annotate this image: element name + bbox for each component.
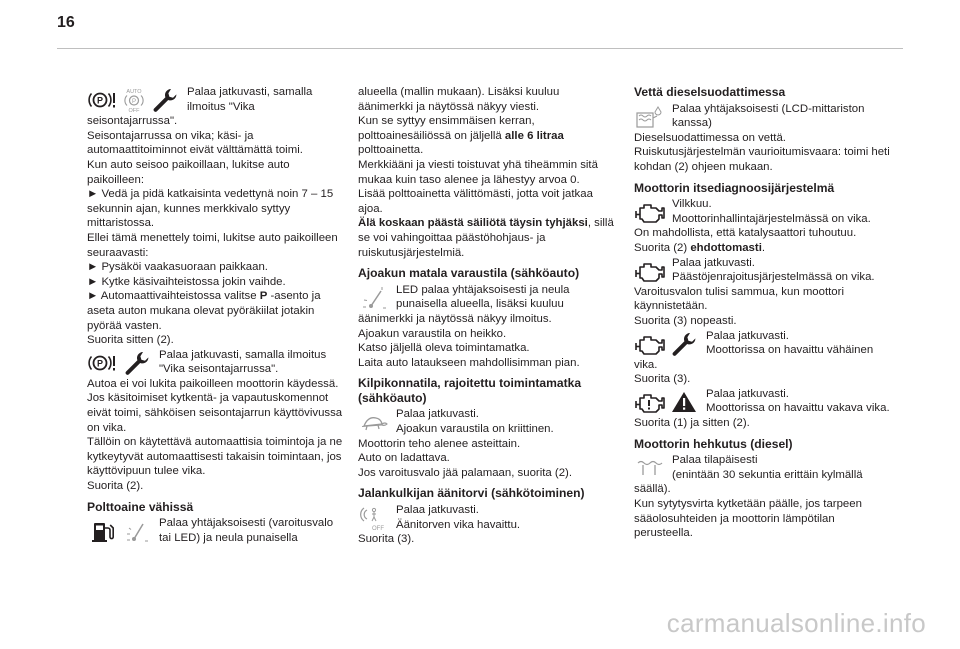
brake-fault-entry-2: P Palaa jatkuvasti, samalla ilmoitus "Vika seisontajarrussa". xyxy=(87,348,345,377)
wrench-icon xyxy=(668,331,700,357)
diesel-filter-water-icon xyxy=(634,104,666,130)
fuel-pump-icon xyxy=(87,518,119,544)
header-divider xyxy=(57,48,903,49)
pedestrian-horn-off-icon xyxy=(358,505,390,531)
warning-triangle-icon xyxy=(668,389,700,415)
engine-minor-fault-entry: Palaa jatkuvasti. Moottorissa on havaittu vähäinen vika. xyxy=(634,329,874,371)
svg-text:P: P xyxy=(96,95,104,106)
section-heading-low-fuel: Polttoaine vähissä xyxy=(87,499,194,514)
brake-fault-entry-1: P AUTO P OFF Palaa jatkuvasti, samalla ilmoitus "Vika seisontajarrussa". xyxy=(87,86,313,128)
engine-check-icon xyxy=(634,331,666,357)
wrench-icon xyxy=(121,350,153,376)
battery-gauge-needle-icon xyxy=(358,285,390,311)
section-heading-turtle-mode: Kilpikonnatila, rajoitettu toimintamatka (sähköauto) xyxy=(358,376,582,405)
section-heading-pedestrian-horn: Jalankulkijan äänitorvi (sähkötoiminen) xyxy=(358,486,585,501)
section-heading-low-battery: Ajoakun matala varaustila (sähköauto) xyxy=(358,266,580,281)
engine-check-icon xyxy=(634,199,666,225)
glow-plug-icon xyxy=(634,455,666,481)
engine-warning-icon xyxy=(634,389,666,415)
engine-check-icon xyxy=(634,258,666,284)
engine-diagnosis-steady-entry: Palaa jatkuvasti. Päästöjenrajoitusjärjestelmässä on vika. xyxy=(634,256,892,285)
fuel-gauge-needle-icon xyxy=(121,518,153,544)
low-battery-entry: LED palaa yhtäjaksoisesti ja neula punaisella alueella, lisäksi kuuluu äänimerkki ja näytössä näkyy ilmoitus. xyxy=(358,283,570,325)
svg-text:OFF: OFF xyxy=(372,526,384,532)
glow-plugs-entry: Palaa tilapäisesti (enintään 30 sekuntia erittäin kylmällä säällä). xyxy=(634,454,863,496)
water-in-diesel-entry: Palaa yhtäjaksoisesti (LCD-mittariston kanssa) xyxy=(634,102,892,131)
wrench-icon xyxy=(149,87,181,113)
turtle-mode-entry: Palaa jatkuvasti. Ajoakun varaustila on kriittinen. xyxy=(358,407,616,436)
engine-diagnosis-flashing-entry: Vilkkuu. Moottorinhallintajärjestelmässä on vika. xyxy=(634,197,892,226)
parking-brake-warning-icon xyxy=(87,350,119,376)
column-3: Vettä dieselsuodattimessa Palaa yhtäjaksoisesti (LCD-mittariston kanssa) Dieselsuodattimessa on vettä. Ruiskutusjärjestelmän vaurioitumisvaara: toimi heti kohdan (2) ohjeen mukaan. Moottorin itsediagnoosijärjestelmä Vilkkuu. Moottorinhallintajärjestelmässä on vika. On mahdollista, että katalysaattori tuhoutuu. Suorita (2) ehdottomasti. Palaa jatkuvasti. Päästöjenrajoitusjärjestelmässä on vika. Varoitusvalon tulisi sammua, kun moottori käynnistetään. Suorita (3) nopeasti. Palaa jatkuvasti. Moottorissa on havaittu vähäinen vika. Suorita (3). Palaa jatkuvasti. Moottorissa on havaittu vakava vika. Suorita (1) ja sitten (2). Moottorin hehkutus (diesel) Palaa tilapäisesti (enintään 30 sekuntia erittäin kylmällä säällä). Kun sytytysvirta kytketään päälle, jos tarpeen sääolosuhteiden ja moottorin lämpötilan perusteella. xyxy=(634,85,892,541)
parking-brake-warning-icon xyxy=(87,87,119,113)
auto-brake-off-icon xyxy=(121,87,147,113)
section-heading-engine-diagnosis: Moottorin itsediagnoosijärjestelmä xyxy=(634,180,835,195)
watermark: carmanualsonline.info xyxy=(666,608,926,638)
low-fuel-entry: Palaa yhtäjaksoisesti (varoitusvalo tai LED) ja neula punaisella xyxy=(87,516,345,545)
svg-text:P: P xyxy=(131,99,137,105)
pedestrian-horn-entry: OFF Palaa jatkuvasti. Äänitorven vika havaittu. xyxy=(358,503,616,532)
svg-text:P: P xyxy=(96,358,104,369)
section-heading-glow-plugs: Moottorin hehkutus (diesel) xyxy=(634,436,793,451)
turtle-icon xyxy=(358,409,390,435)
svg-text:OFF: OFF xyxy=(128,108,140,113)
engine-major-fault-entry: Palaa jatkuvasti. Moottorissa on havaittu vakava vika. xyxy=(634,387,892,416)
column-2: alueella (mallin mukaan). Lisäksi kuuluu äänimerkki ja näytössä näkyy viesti. Kun se syttyy ensimmäisen kerran, polttoainesäiliössä on jäljellä alle 6 litraa polttoainetta. Merkkiääni ja viesti toistuvat yhä tiheämmin sitä mukaa kuin taso alenee ja lähestyy arvoa 0. Lisää polttoainetta välittömästi, jotta voit jatkaa ajoa. Älä koskaan päästä säiliötä täysin tyhjäksi, sillä se voi vahingoittaa päästöhohjaus- ja ruiskutusjärjestelmiä. Ajoakun matala varaustila (sähköauto) LED palaa yhtäjaksoisesti ja neula punaisella alueella, lisäksi kuuluu äänimerkki ja näytössä näkyy ilmoitus. Ajoakun varaustila on heikko. Katso jäljellä oleva toimintamatka. Laita auto lataukseen mahdollisimman pian. Kilpikonnatila, rajoitettu toimintamatka (sähköauto) Palaa jatkuvasti. Ajoakun varaustila on kriittinen. Moottorin teho alenee asteittain. Auto on ladattava. Jos varoitusvalo jää palamaan, suorita (2). Jalankulkijan äänitorvi (sähkötoiminen) OFF Palaa jatkuvasti. Äänitorven vika havaittu. Suorita (3). xyxy=(358,85,616,547)
svg-text:AUTO: AUTO xyxy=(126,89,142,95)
column-1: P AUTO P OFF Palaa jatkuvasti, samalla ilmoitus "Vika seisontajarrussa". Seisontajarrussa on vika; käsi- ja automaattitoiminnot eivät välttämättä toimi. Kun auto seisoo paikoillaan, lukitse auto paikoilleen: ► Vedä ja pidä katkaisinta vedettynä noin 7 – 15 sekunnin ajan, kunnes merkkivalo syttyy mittaristossa. Ellei tämä menettely toimi, lukitse auto paikoilleen seuraavasti: ► Pysäköi vaakasuoraan paikkaan. ► Kytke käsivaihteistossa jokin vaihde. ► Automaattivaihteistossa valitse P -asento ja aseta auton mukana olevat pyöräkiilat jotakin pyörää vasten. Suorita sitten (2). P Palaa jatkuvasti, samalla ilmoitus "Vika seisontajarrussa". Autoa ei voi lukita paikoilleen moottorin käydessä. Jos käsitoimiset kytkentä- ja vapautuskomennot eivät toimi, sähköisen seisontajarrun käyttövivussa on vika. Tällöin on käytettävä automaattisia toimintoja ja ne kytkeytyvät automaattisesti takaisin toimintaan, jos käyttövipuun tulee vika. Suorita (2). Polttoaine vähissä Palaa yhtäjaksoisesti (varoitusvalo tai LED) ja neula punaisella xyxy=(87,85,345,545)
section-heading-water-in-diesel: Vettä dieselsuodattimessa xyxy=(634,85,786,99)
page-number: 16 xyxy=(57,14,75,31)
